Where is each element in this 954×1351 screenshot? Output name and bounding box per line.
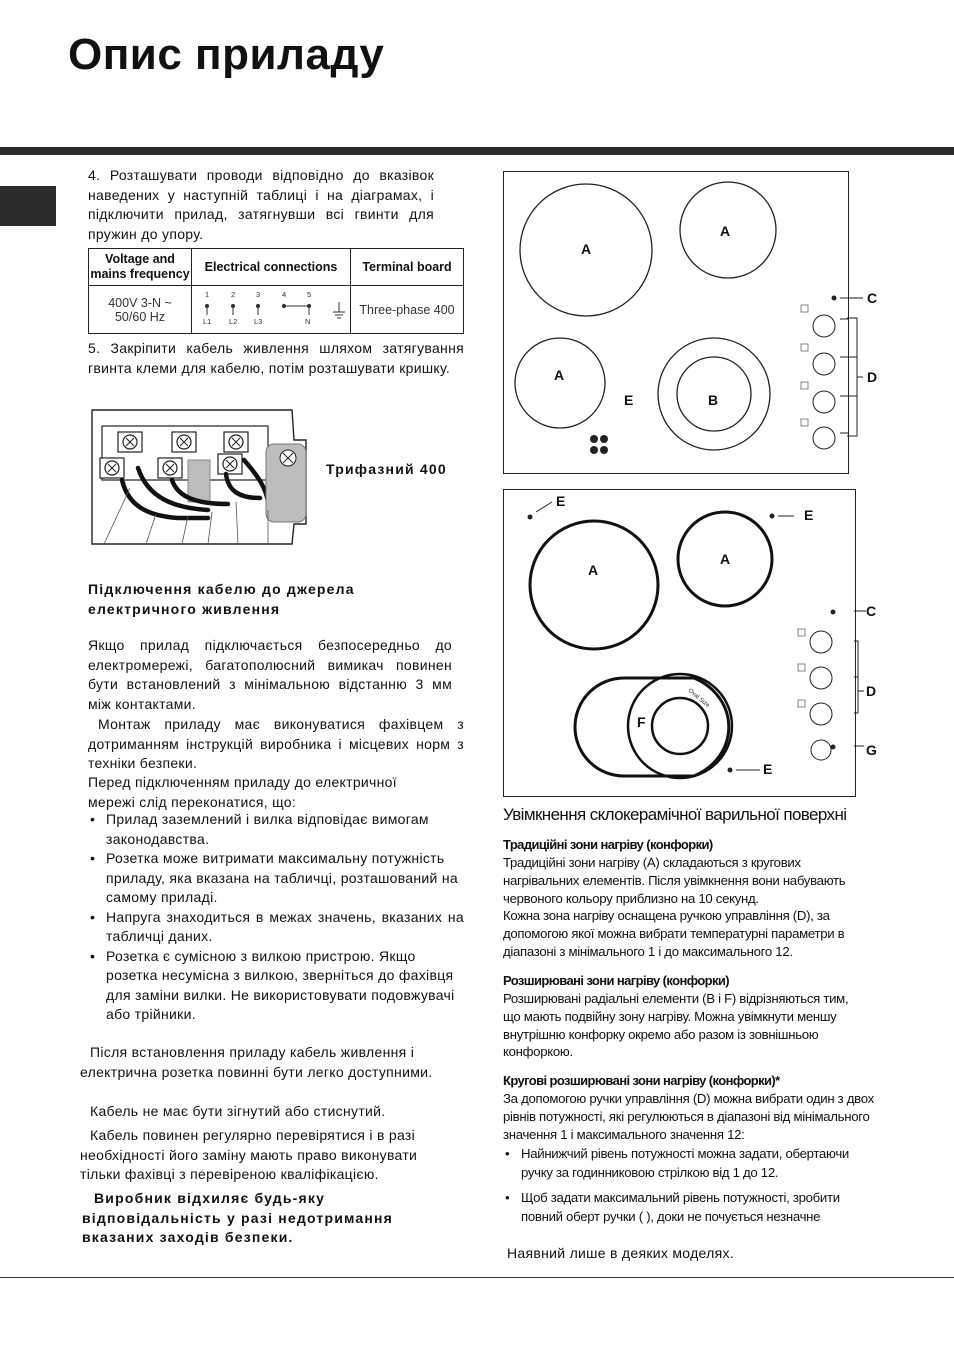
list-item: • Найнижчий рівень потужності можна задати, обертаючи ручку за годинниковою стрілкою від 1 до 12. — [503, 1144, 879, 1182]
subheading-traditional: Традиційні зони нагріву (конфорки) — [503, 837, 713, 852]
list-item: • Розетка може витримати максимальну потужність приладу, яка вказана на табличці, розташований на самому приладі. — [88, 849, 464, 908]
terminal-L1: L1 — [203, 317, 212, 326]
hob-2-callouts — [854, 600, 888, 760]
section-tab — [0, 186, 56, 226]
zone-f-label: F — [637, 714, 646, 730]
list-item: • Щоб задати максимальний рівень потужності, зробити повний оберт ручки ( ), доки не почується незначне — [503, 1188, 879, 1226]
hob-diagram-2 — [503, 489, 856, 797]
e-label: E — [556, 493, 566, 509]
page-title: Опис приладу — [68, 30, 385, 79]
text-traditional-2: Кожна зона нагріву оснащена ручкою управління (D), за допомогою якої можна вибрати температурні параметри в діапазоні з мінімального 1 і до максимального 12. — [503, 908, 845, 959]
step-4-text: 4. Розташувати проводи відповідно до вказівок наведених у наступній таблиці і на діаграмах, і підключити прилад, затягнувши всі гвинти для пружин до упору. — [88, 167, 434, 242]
hob-1-callouts — [847, 288, 887, 448]
terminal-1: 1 — [205, 290, 210, 299]
connection-table — [88, 248, 464, 334]
zone-b-label: B — [708, 392, 719, 408]
list-item: • Прилад заземлений і вилка відповідає вимогам законодавства. — [88, 810, 464, 849]
list-item: • Напруга знаходиться в межах значень, вказаних на табличці даних. — [88, 908, 464, 947]
voltage-cell: 400V 3-N ~ 50/60 Hz — [89, 286, 192, 334]
terminal-4: 4 — [282, 290, 287, 299]
zone-a-label: A — [581, 241, 592, 257]
zone-a-label: A — [588, 562, 599, 578]
zone-a-label: A — [720, 551, 731, 567]
paragraph-check: Перед підключенням приладу до електричної мережі слід переконатися, що: — [88, 774, 397, 810]
subheading-expandable: Розширювані зони нагріву (конфорки) — [503, 973, 730, 988]
text-circular: За допомогою ручки управління (D) можна вибрати один з двох рівнів потужності, які регулюються в діапазоні від мінімального значення 1 і максимального значення 12: — [503, 1091, 874, 1142]
paragraph-cable-check: Кабель повинен регулярно перевірятися і в разі необхідності його заміну мають право виконувати тільки фахівці з перевіреною кваліфікацією. — [80, 1127, 418, 1182]
e-label: E — [763, 761, 773, 777]
footnote: Наявний лише в деяких моделях. — [507, 1245, 735, 1261]
paragraph-switch: Якщо прилад підключається безпосередньо до електромережі, багатополюсний вимикач повинен бути встановлений з мінімальною відстанню 3 мм між контактами. — [88, 637, 452, 712]
paragraph-access: Після встановлення приладу кабель живлення і електрична розетка повинні бути легко доступними. — [80, 1044, 433, 1080]
connection-heading: Підключення кабелю до джерела електричного живлення — [88, 581, 355, 617]
check-list — [88, 810, 464, 1025]
terminal-L2: L2 — [229, 317, 238, 326]
section-title: Увімкнення склокерамічної варильної поверхні — [503, 805, 847, 824]
subheading-circular: Кругові розширювані зони нагріву (конфорки)* — [503, 1073, 780, 1088]
terminal-wiring-diagram — [193, 286, 349, 330]
callout-c-label: C — [866, 603, 877, 619]
text-traditional-1: Традиційні зони нагріву (A) складаються з кругових нагрівальних елементів. Після увімкнення вони набувають червоного кольору приблизно на 10 секунд. — [503, 855, 846, 906]
col-connections-header: Electrical connections — [192, 249, 351, 286]
safety-warning: Виробник відхиляє будь-яку відповідальність у разі недотримання вказаних заходів безпеки. — [82, 1190, 394, 1245]
paragraph-installation: Монтаж приладу має виконуватися фахівцем з дотриманням інструкцій виробника і місцевих норм з техніки безпеки. — [88, 716, 464, 771]
zone-a-label: A — [554, 367, 565, 383]
e-label: E — [804, 507, 814, 523]
col-voltage-header: Voltage and mains frequency — [89, 249, 192, 286]
terminal-3: 3 — [256, 290, 261, 299]
terminal-board-cell: Three-phase 400 — [351, 286, 464, 334]
terminal-5: 5 — [307, 290, 312, 299]
hob-2-drawing — [504, 490, 855, 796]
col-terminal-header: Terminal board — [351, 249, 464, 286]
terminal-block-illustration — [88, 406, 320, 548]
hob-1-drawing — [504, 172, 848, 473]
step-5-text: 5. Закріпити кабель живлення шляхом затягування гвинта клеми для кабелю, потім розташувати кришку. — [88, 340, 464, 376]
callout-d-label: D — [866, 683, 877, 699]
diagram-caption: Трифазний 400 — [326, 461, 447, 477]
callout-d-label: D — [867, 369, 878, 385]
e-label: E — [624, 392, 634, 408]
callout-g-label: G — [866, 742, 877, 758]
power-list — [503, 1144, 879, 1226]
text-expandable: Розширювані радіальні елементи (B і F) відрізняються тим, що мають подвійну зону нагріву. Можна увімкнути меншу внутрішню конфорку окремо або разом із зовнішньою конфоркою. — [503, 991, 849, 1060]
header-rule — [0, 147, 954, 155]
terminal-L3: L3 — [254, 317, 263, 326]
callout-c-label: C — [867, 290, 878, 306]
hob-diagram-1 — [503, 171, 849, 474]
zone-a-label: A — [720, 223, 731, 239]
footer-rule — [0, 1277, 954, 1278]
terminal-diagram-cell — [192, 286, 351, 334]
terminal-N: N — [305, 317, 311, 326]
paragraph-cable-bend: Кабель не має бути зігнутий або стиснутий. — [90, 1103, 386, 1119]
terminal-2: 2 — [231, 290, 236, 299]
oval-size-label: Oval Size — [686, 687, 711, 710]
list-item: • Розетка є сумісною з вилкою пристрою. Якщо розетка несумісна з вилкою, зверніться до фахівця для заміни вилки. Не використовувати подовжувачі або трійники. — [88, 947, 464, 1025]
